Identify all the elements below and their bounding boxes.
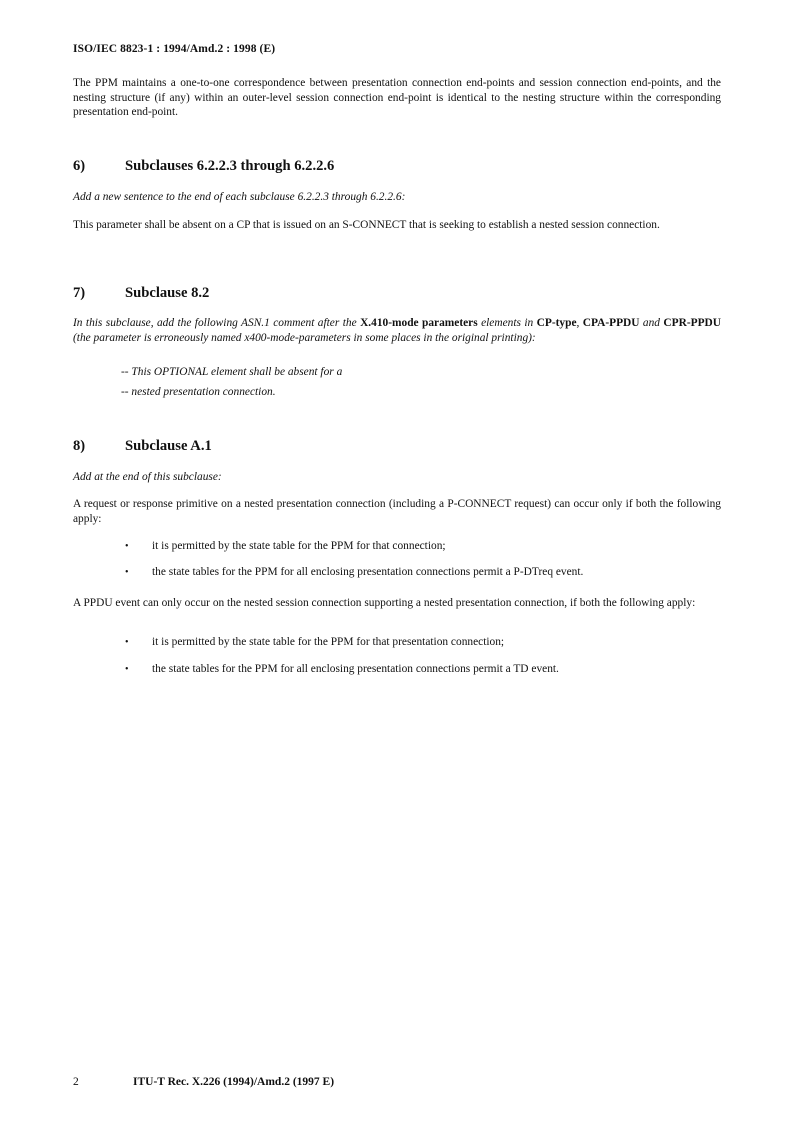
section-6-heading bbox=[73, 158, 334, 175]
section-6-instruction: Add a new sentence to the end of each subclause 6.2.2.3 through 6.2.2.6: bbox=[73, 191, 406, 203]
list-item bbox=[125, 566, 583, 578]
instr-part-4: and bbox=[639, 317, 664, 329]
section-6-text: This parameter shall be absent on a CP that is issued on an S-CONNECT that is seeking to establish a nested session connection. bbox=[73, 219, 660, 231]
page-number: 2 bbox=[73, 1076, 79, 1088]
section-8-heading bbox=[73, 438, 212, 455]
section-6-number: 6) bbox=[73, 158, 86, 174]
section-7-heading bbox=[73, 285, 209, 302]
running-header: ISO/IEC 8823-1 : 1994/Amd.2 : 1998 (E) bbox=[73, 43, 276, 55]
bullet-icon: • bbox=[125, 637, 129, 648]
page-footer bbox=[73, 1076, 334, 1088]
intro-paragraph: The PPM maintains a one-to-one correspondence between presentation connection end-points and session connection end-points, and the nesting structure (if any) within an outer-level session connection end-point is identical to the nesting structure within the corresponding presentation end-point. bbox=[73, 77, 721, 119]
list-item-text: the state tables for the PPM for all enclosing presentation connections permit a P-DTreq event. bbox=[152, 566, 584, 578]
section-8-paragraph-1: A request or response primitive on a nested presentation connection (including a P-CONNECT request) can occur only if both the following apply: bbox=[73, 498, 721, 525]
list-item-text: it is permitted by the state table for the PPM for that connection; bbox=[152, 540, 446, 552]
instr-part-5: (the parameter is erroneously named x400-mode-parameters in some places in the original printing): bbox=[73, 331, 536, 344]
footer-rec-ref: ITU-T Rec. X.226 (1994)/Amd.2 (1997 E) bbox=[133, 1076, 335, 1088]
instr-bold-x410: X.410-mode parameters bbox=[360, 317, 478, 329]
section-6-title: Subclauses 6.2.2.3 through 6.2.2.6 bbox=[125, 158, 335, 174]
instr-bold-cp-type: CP-type bbox=[536, 317, 577, 329]
bullet-icon: • bbox=[125, 664, 129, 675]
instr-bold-cpa-ppdu: CPA-PPDU bbox=[582, 317, 640, 329]
asn-comment-line: -- nested presentation connection. bbox=[121, 386, 276, 398]
instr-part-2: elements in bbox=[477, 317, 537, 329]
list-item-text: it is permitted by the state table for the PPM for that presentation connection; bbox=[152, 636, 505, 648]
section-7-title: Subclause 8.2 bbox=[125, 285, 210, 301]
section-7-number: 7) bbox=[73, 285, 86, 301]
section-7-instruction bbox=[73, 316, 721, 345]
section-8-number: 8) bbox=[73, 438, 86, 454]
section-8-title: Subclause A.1 bbox=[125, 438, 212, 454]
instr-bold-cpr-ppdu: CPR-PPDU bbox=[663, 317, 721, 329]
list-item bbox=[125, 663, 559, 675]
instr-part-1: In this subclause, add the following ASN.1 comment after the bbox=[73, 317, 361, 329]
asn-comment-line: -- This OPTIONAL element shall be absent for a bbox=[121, 366, 343, 378]
document-page bbox=[73, 0, 721, 1122]
bullet-icon: • bbox=[125, 541, 129, 552]
section-8-instruction: Add at the end of this subclause: bbox=[73, 471, 222, 483]
list-item-text: the state tables for the PPM for all enclosing presentation connections permit a TD event. bbox=[152, 663, 559, 675]
list-item bbox=[125, 636, 504, 648]
list-item bbox=[125, 540, 446, 552]
section-8-paragraph-2: A PPDU event can only occur on the nested session connection supporting a nested presentation connection, if both the following apply: bbox=[73, 597, 696, 609]
bullet-icon: • bbox=[125, 567, 129, 578]
instr-part-3: , bbox=[576, 317, 583, 329]
